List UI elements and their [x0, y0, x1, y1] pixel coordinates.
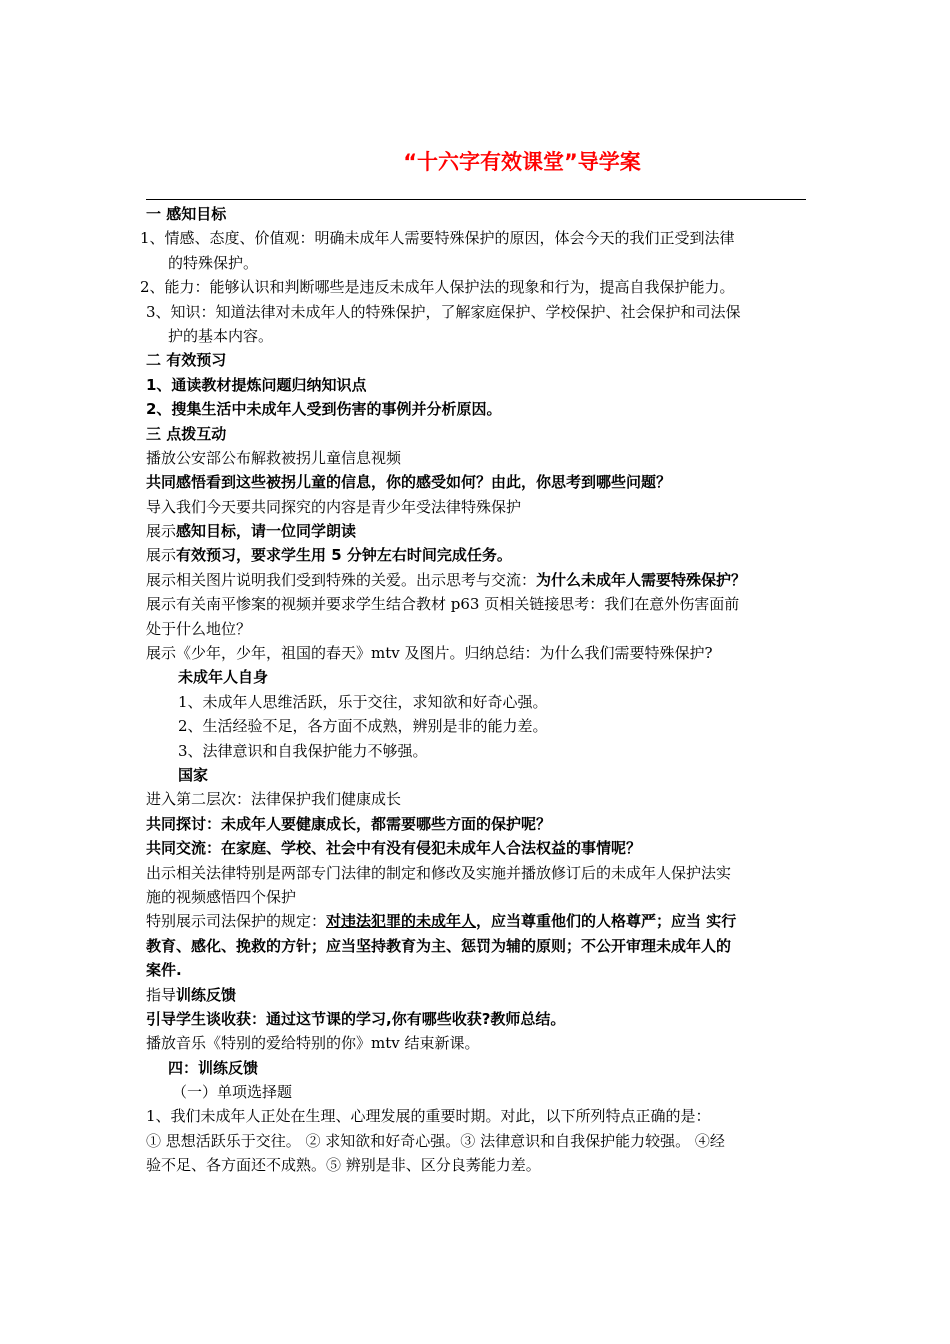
section-3-heading: 三 点拨互动 — [146, 424, 227, 443]
text-run: 展示 — [146, 546, 177, 565]
paragraph-line-3: 案件. — [146, 961, 182, 980]
paragraph: 播放公安部公布解救被拐儿童信息视频 — [146, 448, 402, 467]
doc-title: “十六字有效课堂”导学案 — [403, 150, 641, 174]
paragraph — [146, 519, 808, 543]
question-1: 1、我们未成年人正处在生理、心理发展的重要时期。对此，以下所列特点正确的是： — [146, 1107, 711, 1126]
list-item: 3、法律意识和自我保护能力不够强。 — [178, 741, 428, 760]
paragraph — [146, 568, 808, 592]
text-run: 展示 — [146, 522, 177, 541]
list-item: 1、未成年人思维活跃，乐于交往，求知欲和好奇心强。 — [178, 692, 548, 711]
question-1-options-line-2: 验不足、各方面还不成熟。⑤ 辨别是非、区分良莠能力差。 — [146, 1156, 541, 1175]
paragraph: 播放音乐《特别的爱给特别的你》mtv 结束新课。 — [146, 1034, 480, 1053]
section-4-heading: 四：训练反馈 — [168, 1058, 259, 1077]
text-run: 展示相关图片说明我们受到特殊的关爱。出示思考与交流： — [146, 570, 537, 589]
preview-item-1: 1、通读教材提炼问题归纳知识点 — [146, 375, 367, 394]
paragraph: 导入我们今天要共同探究的内容是青少年受法律特殊保护 — [146, 497, 522, 516]
paragraph: 进入第二层次：法律保护我们健康成长 — [146, 790, 402, 809]
goal-item-3-line-2: 护的基本内容。 — [168, 326, 274, 345]
subheading-nation: 国家 — [178, 765, 209, 784]
text-run-bold: 训练反馈 — [176, 985, 237, 1004]
paragraph-bold: 共同交流：在家庭、学校、社会中有没有侵犯未成年人合法权益的事情呢？ — [146, 839, 642, 858]
paragraph-line-2: 教育、感化、挽救的方针；应当坚持教育为主、惩罚为辅的原则；不公开审理未成年人的 — [146, 936, 732, 955]
paragraph — [146, 543, 808, 567]
text-run: 特别展示司法保护的规定： — [146, 912, 327, 931]
question-1-options-line-1: ① 思想活跃乐于交往。 ② 求知欲和好奇心强。③ 法律意识和自我保护能力较强。 ④经 — [146, 1131, 725, 1150]
title-divider — [146, 199, 806, 200]
section-2-heading: 二 有效预习 — [146, 351, 227, 370]
section-4-subheading: （一）单项选择题 — [172, 1083, 293, 1102]
text-run-bold: 有效预习，要求学生用 5 分钟左右时间完成任务。 — [176, 546, 512, 565]
paragraph: 展示《少年，少年，祖国的春天》mtv 及图片。归纳总结：为什么我们需要特殊保护? — [146, 644, 713, 663]
paragraph-bold: 共同感悟看到这些被拐儿童的信息，你的感受如何？由此，你思考到哪些问题？ — [146, 473, 672, 492]
doc-body — [140, 202, 808, 1178]
text-run: 指导 — [146, 985, 177, 1004]
text-run-bold: 感知目标，请一位同学朗读 — [176, 522, 357, 541]
paragraph-bold: 共同探讨：未成年人要健康成长，都需要哪些方面的保护呢？ — [146, 814, 552, 833]
section-1-heading: 一 感知目标 — [146, 205, 227, 223]
goal-item-2: 2、能力：能够认识和判断哪些是违反未成年人保护法的现象和行为，提高自我保护能力。 — [140, 278, 735, 297]
text-run-bold: ，应当尊重他们的人格尊严；应当 实行 — [476, 912, 737, 931]
list-item: 2、生活经验不足，各方面不成熟，辨别是非的能力差。 — [178, 717, 548, 736]
preview-item-2: 2、搜集生活中未成年人受到伤害的事例并分析原因。 — [146, 400, 502, 419]
paragraph-bold: 引导学生谈收获：通过这节课的学习,你有哪些收获?教师总结。 — [146, 1009, 566, 1028]
goal-item-1-line-1: 1、情感、态度、价值观：明确未成年人需要特殊保护的原因，体会今天的我们正受到法律 — [140, 229, 735, 248]
text-run-underlined: 对违法犯罪的未成年人 — [326, 912, 477, 931]
paragraph-line-1: 展示有关南平惨案的视频并要求学生结合教材 p63 页相关链接思考：我们在意外伤害面前 — [146, 595, 740, 614]
paragraph-line-2: 处于什么地位？ — [146, 619, 252, 638]
paragraph — [146, 983, 808, 1007]
goal-item-1-line-2: 的特殊保护。 — [168, 253, 259, 272]
text-run-bold: 为什么未成年人需要特殊保护？ — [536, 570, 747, 589]
paragraph-line-1 — [146, 909, 808, 933]
goal-item-3-line-1: 3、知识：知道法律对未成年人的特殊保护，了解家庭保护、学校保护、社会保护和司法保 — [146, 302, 741, 321]
paragraph-line-1: 出示相关法律特别是两部专门法律的制定和修改及实施并播放修订后的未成年人保护法实 — [146, 863, 732, 882]
paragraph-line-2: 施的视频感悟四个保护 — [146, 887, 297, 906]
subheading-self: 未成年人自身 — [178, 668, 269, 687]
